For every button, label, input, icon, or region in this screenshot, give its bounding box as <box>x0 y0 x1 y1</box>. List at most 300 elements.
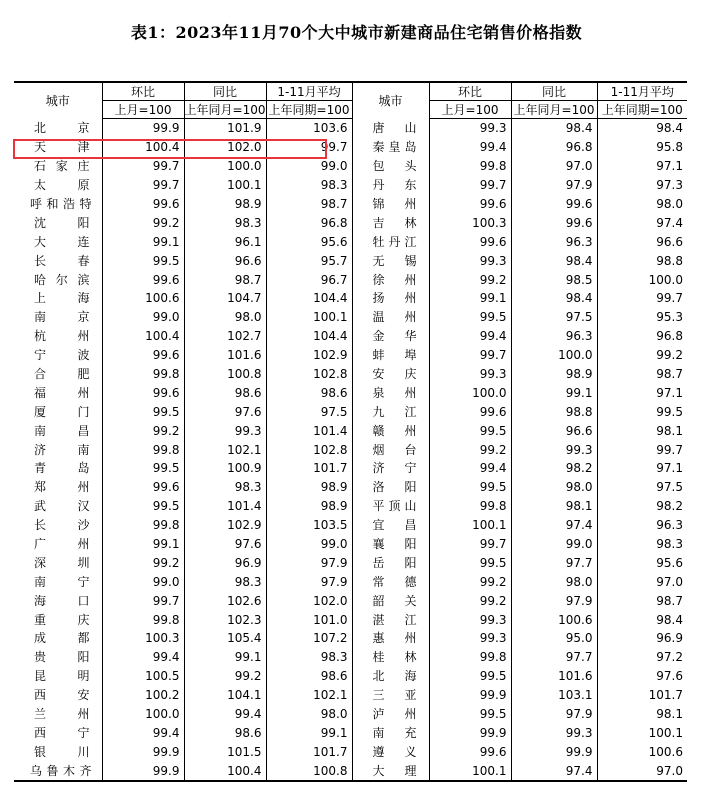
mom-index-left: 100.2 <box>102 686 184 705</box>
header-mom-base-left: 上月=100 <box>102 101 184 119</box>
avg-index-right: 97.1 <box>597 157 687 176</box>
header-yoy-base-right: 上年同月=100 <box>511 101 597 119</box>
yoy-index-left: 104.7 <box>184 289 266 308</box>
yoy-index-right: 101.6 <box>511 667 597 686</box>
city-name-right: 韶 关 <box>352 591 429 610</box>
city-name-left: 上 海 <box>34 291 90 306</box>
avg-index-right: 98.8 <box>597 251 687 270</box>
yoy-index-left: 99.4 <box>184 705 266 724</box>
mom-index-left: 99.8 <box>102 516 184 535</box>
yoy-index-right: 98.5 <box>511 270 597 289</box>
city-name-left: 深 圳 <box>34 555 90 570</box>
yoy-index-right: 97.5 <box>511 308 597 327</box>
table-row <box>14 761 687 781</box>
mom-index-left: 99.5 <box>102 251 184 270</box>
table-row <box>14 421 687 440</box>
mom-index-right: 100.1 <box>429 761 511 781</box>
table-row <box>14 383 687 402</box>
city-name-right: 遵 义 <box>352 742 429 761</box>
city-name-right: 襄 阳 <box>352 535 429 554</box>
city-name-left: 合 肥 <box>34 367 90 382</box>
city-name-right: 烟 台 <box>352 440 429 459</box>
avg-index-right: 96.9 <box>597 629 687 648</box>
header-yoy-right: 同比 <box>511 82 597 101</box>
table-row <box>14 705 687 724</box>
mom-index-left: 99.2 <box>102 213 184 232</box>
city-name-left: 长 沙 <box>34 518 90 533</box>
city-name-left: 北 京 <box>34 121 90 136</box>
avg-index-right: 98.7 <box>597 365 687 384</box>
city-name-right: 蚌 埠 <box>352 346 429 365</box>
header-yoy-left: 同比 <box>184 82 266 101</box>
avg-index-right: 98.0 <box>597 195 687 214</box>
avg-index-right: 100.1 <box>597 724 687 743</box>
mom-index-left: 100.5 <box>102 667 184 686</box>
yoy-index-left: 98.9 <box>184 195 266 214</box>
city-name-left: 福 州 <box>34 385 90 400</box>
yoy-index-right: 99.1 <box>511 383 597 402</box>
table-row <box>14 478 687 497</box>
avg-index-right: 97.1 <box>597 459 687 478</box>
avg-index-right: 96.8 <box>597 327 687 346</box>
avg-index-left: 98.9 <box>266 497 352 516</box>
header-mom-right: 环比 <box>429 82 511 101</box>
yoy-index-right: 98.4 <box>511 251 597 270</box>
city-name-left: 重 庆 <box>34 612 90 627</box>
city-name-right: 锦 州 <box>352 195 429 214</box>
yoy-index-left: 98.3 <box>184 478 266 497</box>
table-row <box>14 459 687 478</box>
mom-index-right: 99.7 <box>429 535 511 554</box>
city-name-right: 桂 林 <box>352 648 429 667</box>
mom-index-right: 99.3 <box>429 629 511 648</box>
yoy-index-left: 99.1 <box>184 648 266 667</box>
table-row <box>14 591 687 610</box>
yoy-index-left: 96.6 <box>184 251 266 270</box>
mom-index-left: 99.4 <box>102 724 184 743</box>
mom-index-left: 99.9 <box>102 119 184 138</box>
city-name-left: 南 昌 <box>34 423 90 438</box>
mom-index-right: 99.5 <box>429 308 511 327</box>
yoy-index-left: 101.5 <box>184 742 266 761</box>
avg-index-left: 102.0 <box>266 591 352 610</box>
yoy-index-right: 98.4 <box>511 289 597 308</box>
avg-index-left: 107.2 <box>266 629 352 648</box>
avg-index-right: 99.2 <box>597 346 687 365</box>
yoy-index-right: 98.0 <box>511 478 597 497</box>
table-row <box>14 270 687 289</box>
avg-index-left: 101.7 <box>266 459 352 478</box>
table-row <box>14 195 687 214</box>
yoy-index-left: 102.3 <box>184 610 266 629</box>
city-name-right: 温 州 <box>352 308 429 327</box>
mom-index-left: 99.2 <box>102 553 184 572</box>
avg-index-right: 97.0 <box>597 761 687 781</box>
avg-index-left: 95.7 <box>266 251 352 270</box>
mom-index-right: 99.5 <box>429 421 511 440</box>
avg-index-right: 97.5 <box>597 478 687 497</box>
table-row <box>14 308 687 327</box>
yoy-index-left: 96.9 <box>184 553 266 572</box>
mom-index-right: 99.2 <box>429 440 511 459</box>
mom-index-left: 99.6 <box>102 478 184 497</box>
city-name-right: 岳 阳 <box>352 553 429 572</box>
yoy-index-right: 103.1 <box>511 686 597 705</box>
yoy-index-left: 99.2 <box>184 667 266 686</box>
city-name-left: 兰 州 <box>34 707 90 722</box>
mom-index-right: 99.1 <box>429 289 511 308</box>
city-name-right: 无 锡 <box>352 251 429 270</box>
yoy-index-left: 100.4 <box>184 761 266 781</box>
mom-index-left: 99.5 <box>102 402 184 421</box>
mom-index-right: 100.0 <box>429 383 511 402</box>
yoy-index-right: 98.4 <box>511 119 597 138</box>
table-row <box>14 648 687 667</box>
avg-index-right: 97.0 <box>597 572 687 591</box>
mom-index-left: 99.1 <box>102 535 184 554</box>
table-row <box>14 327 687 346</box>
city-name-right: 大 理 <box>352 761 429 781</box>
yoy-index-right: 97.9 <box>511 176 597 195</box>
yoy-index-right: 96.6 <box>511 421 597 440</box>
mom-index-left: 99.7 <box>102 157 184 176</box>
mom-index-left: 99.0 <box>102 572 184 591</box>
avg-index-left: 104.4 <box>266 327 352 346</box>
mom-index-right: 99.9 <box>429 724 511 743</box>
header-avg-base-right: 上年同期=100 <box>597 101 687 119</box>
avg-index-right: 96.6 <box>597 232 687 251</box>
mom-index-left: 100.0 <box>102 705 184 724</box>
mom-index-right: 99.4 <box>429 459 511 478</box>
mom-index-right: 99.4 <box>429 138 511 157</box>
yoy-index-right: 99.9 <box>511 742 597 761</box>
city-name-right: 三 亚 <box>352 686 429 705</box>
avg-index-left: 99.7 <box>266 138 352 157</box>
table-row <box>14 742 687 761</box>
avg-index-left: 102.8 <box>266 440 352 459</box>
city-name-left: 石家庄 <box>34 159 90 174</box>
yoy-index-left: 98.3 <box>184 213 266 232</box>
avg-index-right: 98.1 <box>597 705 687 724</box>
mom-index-left: 99.1 <box>102 232 184 251</box>
yoy-index-left: 98.7 <box>184 270 266 289</box>
avg-index-right: 98.2 <box>597 497 687 516</box>
avg-index-left: 101.7 <box>266 742 352 761</box>
table-row <box>14 497 687 516</box>
city-name-left: 成 都 <box>34 631 90 646</box>
mom-index-left: 100.4 <box>102 327 184 346</box>
mom-index-right: 99.7 <box>429 176 511 195</box>
city-name-right: 扬 州 <box>352 289 429 308</box>
yoy-index-right: 96.8 <box>511 138 597 157</box>
city-name-left: 天 津 <box>34 140 90 155</box>
city-name-right: 平顶山 <box>352 497 429 516</box>
city-name-right: 牡丹江 <box>352 232 429 251</box>
avg-index-left: 95.6 <box>266 232 352 251</box>
yoy-index-right: 100.6 <box>511 610 597 629</box>
avg-index-right: 100.6 <box>597 742 687 761</box>
mom-index-left: 99.2 <box>102 421 184 440</box>
yoy-index-left: 102.0 <box>184 138 266 157</box>
yoy-index-left: 96.1 <box>184 232 266 251</box>
mom-index-right: 99.3 <box>429 365 511 384</box>
header-mom-base-right: 上月=100 <box>429 101 511 119</box>
city-name-right: 秦皇岛 <box>352 138 429 157</box>
avg-index-left: 98.3 <box>266 648 352 667</box>
yoy-index-left: 98.0 <box>184 308 266 327</box>
mom-index-left: 99.6 <box>102 270 184 289</box>
city-name-left: 西 宁 <box>34 725 90 740</box>
avg-index-left: 97.9 <box>266 572 352 591</box>
header-city-right: 城市 <box>352 82 429 119</box>
header-city-left: 城市 <box>14 82 102 119</box>
table-row <box>14 572 687 591</box>
city-name-right: 北 海 <box>352 667 429 686</box>
mom-index-right: 99.5 <box>429 667 511 686</box>
table-row <box>14 535 687 554</box>
city-name-right: 丹 东 <box>352 176 429 195</box>
city-name-left: 武 汉 <box>34 499 90 514</box>
table-row <box>14 440 687 459</box>
mom-index-right: 100.1 <box>429 516 511 535</box>
city-name-right: 赣 州 <box>352 421 429 440</box>
avg-index-left: 99.1 <box>266 724 352 743</box>
yoy-index-left: 104.1 <box>184 686 266 705</box>
table-row <box>14 346 687 365</box>
city-name-left: 杭 州 <box>34 329 90 344</box>
avg-index-left: 101.0 <box>266 610 352 629</box>
city-name-right: 泉 州 <box>352 383 429 402</box>
yoy-index-left: 100.8 <box>184 365 266 384</box>
yoy-index-right: 99.3 <box>511 440 597 459</box>
city-name-left: 广 州 <box>34 537 90 552</box>
city-name-left: 济 南 <box>34 442 90 457</box>
yoy-index-right: 97.9 <box>511 591 597 610</box>
avg-index-right: 98.1 <box>597 421 687 440</box>
city-name-right: 洛 阳 <box>352 478 429 497</box>
yoy-index-right: 98.9 <box>511 365 597 384</box>
yoy-index-right: 97.7 <box>511 553 597 572</box>
city-name-right: 吉 林 <box>352 213 429 232</box>
yoy-index-left: 100.1 <box>184 176 266 195</box>
avg-index-left: 99.0 <box>266 157 352 176</box>
mom-index-left: 99.8 <box>102 440 184 459</box>
city-name-left: 西 安 <box>34 688 90 703</box>
avg-index-left: 103.6 <box>266 119 352 138</box>
yoy-index-right: 98.0 <box>511 572 597 591</box>
mom-index-right: 99.6 <box>429 195 511 214</box>
yoy-index-right: 98.1 <box>511 497 597 516</box>
city-name-left: 银 川 <box>34 744 90 759</box>
yoy-index-right: 99.6 <box>511 213 597 232</box>
header-yoy-base-left: 上年同月=100 <box>184 102 266 117</box>
table-row <box>14 365 687 384</box>
city-name-left: 郑 州 <box>34 480 90 495</box>
yoy-index-left: 101.9 <box>184 119 266 138</box>
avg-index-left: 102.8 <box>266 365 352 384</box>
avg-index-right: 99.7 <box>597 440 687 459</box>
avg-index-left: 98.3 <box>266 176 352 195</box>
yoy-index-left: 102.6 <box>184 591 266 610</box>
table-row <box>14 667 687 686</box>
table-row <box>14 157 687 176</box>
yoy-index-right: 98.8 <box>511 402 597 421</box>
avg-index-left: 100.1 <box>266 308 352 327</box>
mom-index-right: 99.8 <box>429 648 511 667</box>
mom-index-right: 99.8 <box>429 157 511 176</box>
mom-index-right: 99.6 <box>429 402 511 421</box>
yoy-index-left: 102.1 <box>184 440 266 459</box>
city-name-left: 哈尔滨 <box>34 272 90 287</box>
yoy-index-right: 97.4 <box>511 761 597 781</box>
city-name-left: 太 原 <box>34 178 90 193</box>
city-name-right: 安 庆 <box>352 365 429 384</box>
avg-index-right: 101.7 <box>597 686 687 705</box>
city-name-left: 海 口 <box>34 593 90 608</box>
table-row <box>14 232 687 251</box>
avg-index-left: 103.5 <box>266 516 352 535</box>
avg-index-left: 97.5 <box>266 402 352 421</box>
city-name-left: 贵 阳 <box>34 650 90 665</box>
mom-index-right: 99.5 <box>429 478 511 497</box>
table-row <box>14 119 687 138</box>
mom-index-right: 99.3 <box>429 251 511 270</box>
yoy-index-right: 97.7 <box>511 648 597 667</box>
mom-index-right: 99.3 <box>429 610 511 629</box>
city-name-left: 大 连 <box>34 234 90 249</box>
mom-index-right: 99.2 <box>429 572 511 591</box>
avg-index-right: 97.2 <box>597 648 687 667</box>
city-name-right: 徐 州 <box>352 270 429 289</box>
city-name-right: 南 充 <box>352 724 429 743</box>
table-row <box>14 553 687 572</box>
table-row <box>14 516 687 535</box>
city-name-left: 南 京 <box>34 310 90 325</box>
city-name-right: 济 宁 <box>352 459 429 478</box>
table-row <box>14 251 687 270</box>
mom-index-left: 99.9 <box>102 761 184 781</box>
yoy-index-left: 100.9 <box>184 459 266 478</box>
table-row <box>14 686 687 705</box>
mom-index-left: 99.9 <box>102 742 184 761</box>
yoy-index-left: 102.7 <box>184 327 266 346</box>
mom-index-left: 100.4 <box>102 138 184 157</box>
avg-index-right: 100.0 <box>597 270 687 289</box>
header-avg-base-left: 上年同期=100 <box>266 101 352 119</box>
mom-index-left: 99.8 <box>102 365 184 384</box>
city-name-left: 长 春 <box>34 253 90 268</box>
mom-index-right: 99.4 <box>429 327 511 346</box>
city-name-right: 唐 山 <box>352 119 429 138</box>
mom-index-left: 99.6 <box>102 383 184 402</box>
avg-index-left: 99.0 <box>266 535 352 554</box>
mom-index-left: 99.6 <box>102 346 184 365</box>
avg-index-right: 98.7 <box>597 591 687 610</box>
city-name-left: 南 宁 <box>34 574 90 589</box>
mom-index-left: 99.0 <box>102 308 184 327</box>
yoy-index-left: 100.0 <box>184 157 266 176</box>
mom-index-left: 99.5 <box>102 497 184 516</box>
avg-index-right: 98.4 <box>597 119 687 138</box>
table-row <box>14 138 687 157</box>
mom-index-left: 100.6 <box>102 289 184 308</box>
yoy-index-left: 105.4 <box>184 629 266 648</box>
yoy-index-right: 100.0 <box>511 346 597 365</box>
yoy-index-left: 98.3 <box>184 572 266 591</box>
yoy-index-left: 98.6 <box>184 383 266 402</box>
avg-index-left: 98.0 <box>266 705 352 724</box>
mom-index-left: 99.4 <box>102 648 184 667</box>
mom-index-right: 99.5 <box>429 553 511 572</box>
yoy-index-right: 99.0 <box>511 535 597 554</box>
yoy-index-right: 96.3 <box>511 327 597 346</box>
mom-index-right: 100.3 <box>429 213 511 232</box>
table-row <box>14 289 687 308</box>
yoy-index-left: 98.6 <box>184 724 266 743</box>
avg-index-left: 98.9 <box>266 478 352 497</box>
mom-index-right: 99.2 <box>429 591 511 610</box>
mom-index-left: 99.5 <box>102 459 184 478</box>
avg-index-right: 97.3 <box>597 176 687 195</box>
city-name-right: 常 德 <box>352 572 429 591</box>
header-mom-left: 环比 <box>102 82 184 101</box>
avg-index-right: 96.3 <box>597 516 687 535</box>
city-name-left: 厦 门 <box>34 404 90 419</box>
yoy-index-left: 101.4 <box>184 497 266 516</box>
city-name-right: 宜 昌 <box>352 516 429 535</box>
table-row <box>14 724 687 743</box>
mom-index-left: 99.6 <box>102 195 184 214</box>
avg-index-left: 102.1 <box>266 686 352 705</box>
yoy-index-right: 99.6 <box>511 195 597 214</box>
page-title: 表1：2023年11月70个大中城市新建商品住宅销售价格指数 <box>130 23 583 42</box>
avg-index-right: 98.3 <box>597 535 687 554</box>
mom-index-left: 100.3 <box>102 629 184 648</box>
city-name-left: 青 岛 <box>34 461 90 476</box>
mom-index-left: 99.7 <box>102 591 184 610</box>
avg-index-left: 102.9 <box>266 346 352 365</box>
table-row <box>14 176 687 195</box>
yoy-index-right: 97.0 <box>511 157 597 176</box>
yoy-index-right: 97.9 <box>511 705 597 724</box>
avg-index-left: 98.6 <box>266 667 352 686</box>
table-row <box>14 213 687 232</box>
table-row <box>14 610 687 629</box>
header-avg-right: 1-11月平均 <box>597 82 687 101</box>
mom-index-left: 99.7 <box>102 176 184 195</box>
mom-index-right: 99.7 <box>429 346 511 365</box>
avg-index-left: 96.7 <box>266 270 352 289</box>
avg-index-left: 97.9 <box>266 553 352 572</box>
yoy-index-right: 99.3 <box>511 724 597 743</box>
table-row <box>14 402 687 421</box>
avg-index-left: 100.8 <box>266 761 352 781</box>
yoy-index-right: 98.2 <box>511 459 597 478</box>
mom-index-right: 99.8 <box>429 497 511 516</box>
avg-index-right: 95.3 <box>597 308 687 327</box>
yoy-index-right: 95.0 <box>511 629 597 648</box>
avg-index-right: 95.8 <box>597 138 687 157</box>
table-row <box>14 629 687 648</box>
city-name-left: 宁 波 <box>34 348 90 363</box>
avg-index-right: 97.4 <box>597 213 687 232</box>
mom-index-right: 99.3 <box>429 119 511 138</box>
yoy-index-left: 97.6 <box>184 402 266 421</box>
mom-index-right: 99.5 <box>429 705 511 724</box>
avg-index-left: 98.6 <box>266 383 352 402</box>
mom-index-left: 99.8 <box>102 610 184 629</box>
mom-index-right: 99.6 <box>429 742 511 761</box>
